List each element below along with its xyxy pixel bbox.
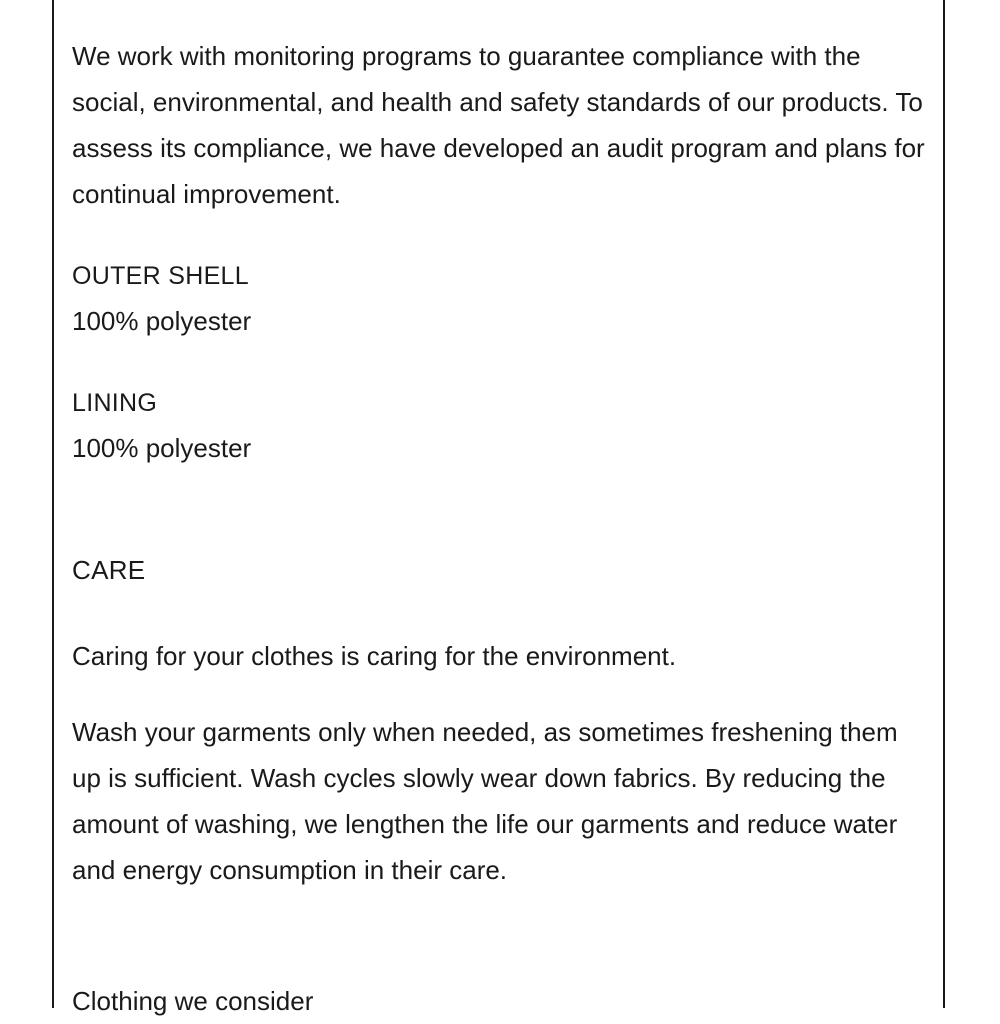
lining-label: LINING	[72, 389, 158, 417]
lining-value: 100% polyester	[72, 433, 252, 463]
outer-shell-label: OUTER SHELL	[72, 262, 249, 290]
outer-shell-value: 100% polyester	[72, 306, 252, 336]
compliance-paragraph: We work with monitoring programs to guarantee compliance with the social, environmental, and health and safety standards of our products. To assess its compliance, we have developed an audit program and plans for continual improvement.	[72, 41, 925, 209]
care-intro: Caring for your clothes is caring for the environment.	[72, 641, 677, 671]
care-next-paragraph-partial: Clothing we consider	[72, 986, 314, 1016]
care-heading: CARE	[72, 555, 146, 585]
care-washing-paragraph: Wash your garments only when needed, as sometimes freshening them up is sufficient. Wash cycles slowly wear down fabrics. By reducing the amount of washing, we lengthen the life our garments and reduce water and energy consumption in their care.	[72, 717, 898, 885]
